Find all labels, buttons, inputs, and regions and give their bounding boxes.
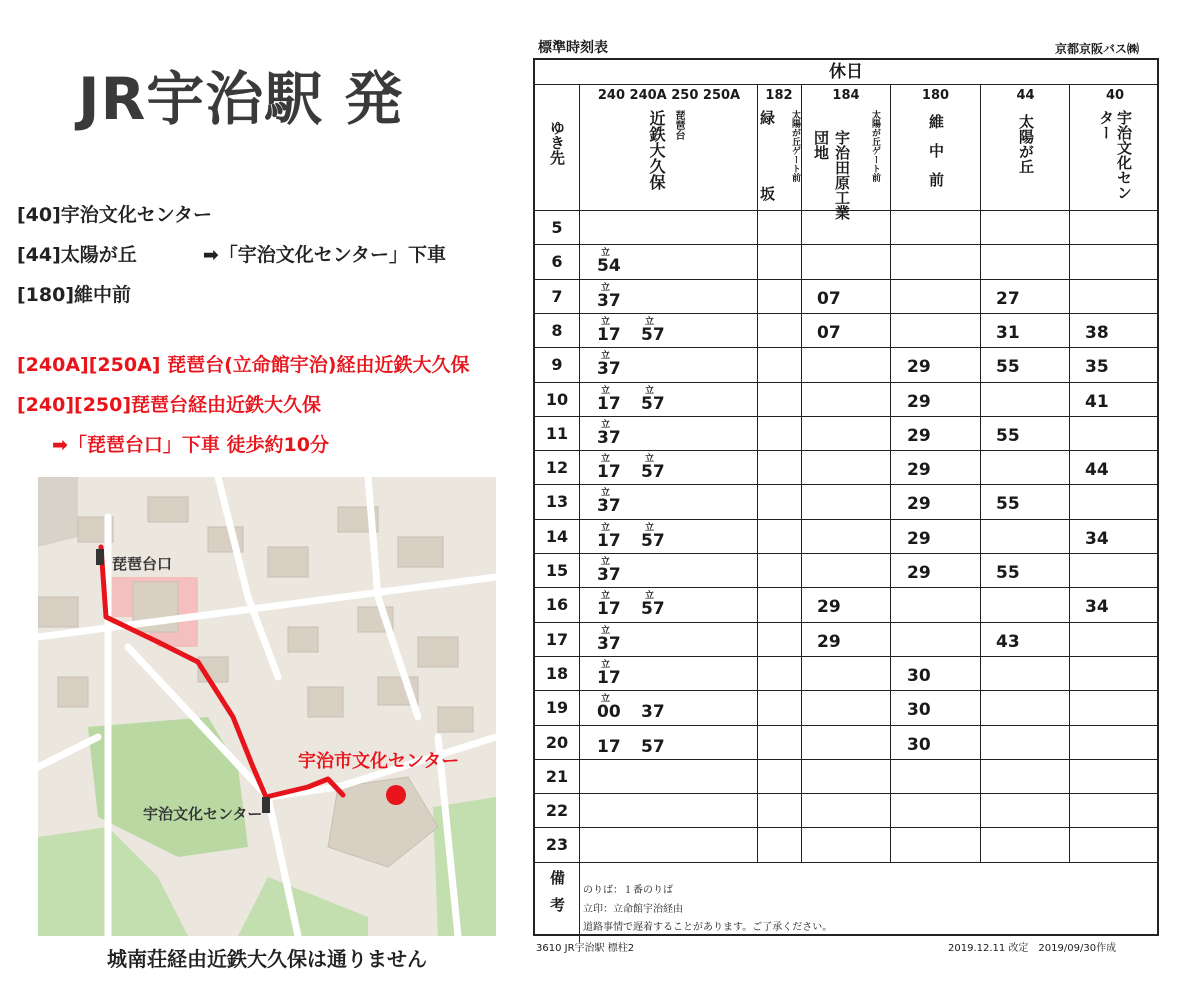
col2-route-number: 182 xyxy=(765,88,793,103)
rits-mark: 立 xyxy=(601,316,611,327)
rits-mark: 立 xyxy=(601,557,611,567)
map-stop-bunka-center: 宇治文化センター xyxy=(143,805,263,823)
departure-minute: 34 xyxy=(1085,597,1109,618)
col6-route-number: 40 xyxy=(1105,88,1125,103)
departure-minute: 55 xyxy=(996,425,1020,446)
route-44-arrow-note: ➡「宇治文化センター」下車 xyxy=(202,244,446,266)
departure-minute: 57 xyxy=(641,736,665,757)
departure-minute: 37 xyxy=(597,359,621,380)
grid-hline xyxy=(535,313,1157,314)
departure-minute: 00 xyxy=(597,702,621,723)
timetable-day-label: 休日 xyxy=(535,60,1157,85)
hour-label: 19 xyxy=(545,698,569,718)
departure-minute: 37 xyxy=(597,427,621,448)
col2-destination-top: 緑 xyxy=(758,110,776,125)
route-map xyxy=(38,477,496,936)
departure-minute: 29 xyxy=(817,631,841,652)
hour-label: 18 xyxy=(545,663,569,683)
rits-mark: 立 xyxy=(601,694,611,705)
route-44-label xyxy=(17,240,446,267)
grid-vline xyxy=(579,84,580,942)
map-stop-biwadaiguchi: 琵琶台口 xyxy=(112,555,173,573)
departure-minute: 57 xyxy=(641,462,665,483)
departure-minute: 29 xyxy=(907,494,931,515)
hour-label: 5 xyxy=(551,218,563,237)
hour-label: 13 xyxy=(545,492,569,512)
departure-minute: 37 xyxy=(597,290,621,311)
departure-minute: 29 xyxy=(907,528,931,549)
rits-mark: 立 xyxy=(601,419,611,430)
route-180-label: [180]維中前 xyxy=(17,284,132,306)
grid-hline xyxy=(535,244,1157,245)
grid-hline xyxy=(535,793,1157,794)
hour-label: 16 xyxy=(545,595,569,615)
departure-minute: 37 xyxy=(597,633,621,654)
map-caption: 城南荘経由近鉄大久保は通りません xyxy=(107,947,427,971)
departure-minute: 55 xyxy=(996,494,1020,515)
timetable-footer-left: 3610 JR宇治駅 標柱2 xyxy=(536,943,635,954)
grid-hline xyxy=(535,416,1157,417)
timetable-footer-right: 2019.12.11 改定 2019/09/30作成 xyxy=(948,943,1117,954)
hour-label: 7 xyxy=(551,286,563,306)
rits-mark: 立 xyxy=(601,385,611,396)
departure-minute: 07 xyxy=(817,288,841,309)
departure-minute: 31 xyxy=(996,322,1020,343)
col3-destination-a xyxy=(811,130,851,226)
col6-destination: 宇治文化センター xyxy=(1097,110,1133,200)
hour-label: 17 xyxy=(545,629,569,649)
departure-minute: 43 xyxy=(996,631,1020,652)
remark-3: 道路事情で遅着することがあります。ご了承ください。 xyxy=(583,922,833,933)
col2-via: 太陽が丘ゲート前 xyxy=(790,110,800,182)
grid-hline xyxy=(535,690,1157,691)
grid-hline xyxy=(535,587,1157,588)
grid-vline xyxy=(801,84,802,862)
hour-label: 11 xyxy=(545,423,569,443)
departure-minute: 30 xyxy=(907,665,931,686)
grid-hline xyxy=(535,725,1157,726)
grid-hline xyxy=(535,484,1157,485)
hour-label: 6 xyxy=(551,252,563,272)
departure-minute: 57 xyxy=(641,530,665,551)
departure-minute: 37 xyxy=(597,496,621,517)
rits-mark: 立 xyxy=(645,591,655,602)
departure-minute: 17 xyxy=(597,667,621,688)
hour-label: 14 xyxy=(545,526,569,546)
departure-minute: 30 xyxy=(907,734,931,755)
departure-minute: 44 xyxy=(1085,460,1109,481)
grid-hline xyxy=(535,382,1157,383)
rits-mark: 立 xyxy=(645,385,655,396)
departure-minute: 29 xyxy=(907,563,931,583)
grid-hline xyxy=(535,827,1157,828)
departure-minute: 57 xyxy=(641,324,665,345)
grid-vline xyxy=(890,84,891,862)
hour-label: 10 xyxy=(545,389,569,409)
rits-mark: 立 xyxy=(601,351,611,362)
departure-minute: 17 xyxy=(597,530,621,551)
rits-mark: 立 xyxy=(645,316,655,327)
col1-via: 琵琶台 xyxy=(673,110,684,140)
col1-destination: 近鉄大久保 xyxy=(647,110,666,190)
col4-route-number: 180 xyxy=(921,88,950,103)
route-240a-label: [240A][250A] 琵琶台(立命館宇治)経由近鉄大久保 xyxy=(17,354,470,376)
departure-minute: 41 xyxy=(1085,391,1109,412)
departure-minute: 17 xyxy=(597,736,621,757)
departure-minute: 38 xyxy=(1085,322,1109,343)
departure-minute: 55 xyxy=(996,563,1020,583)
rits-mark: 立 xyxy=(601,659,611,670)
departure-minute: 55 xyxy=(996,357,1020,378)
row-header-destination: ゆき先 xyxy=(548,120,566,165)
departure-minute: 29 xyxy=(907,391,931,412)
hour-label: 8 xyxy=(551,320,563,340)
hour-label: 9 xyxy=(551,355,563,375)
col4-destination: 維中前 xyxy=(927,114,945,201)
departure-minute: 29 xyxy=(907,425,931,446)
col3-route-number: 184 xyxy=(832,88,860,103)
departure-minute: 17 xyxy=(597,462,621,483)
route-240-arrow-note: ➡「琵琶台口」下車 徒歩約10分 xyxy=(52,434,329,456)
departure-minute: 57 xyxy=(641,393,665,414)
grid-hline xyxy=(535,553,1157,554)
grid-hline xyxy=(535,279,1157,280)
rits-mark: 立 xyxy=(601,454,611,465)
col3-via: 太陽が丘ゲート前 xyxy=(870,110,880,182)
grid-hline xyxy=(535,450,1157,451)
page-title: JR宇治駅 発 xyxy=(78,65,404,133)
rits-mark: 立 xyxy=(601,488,611,499)
hour-label: 12 xyxy=(545,458,569,478)
grid-hline xyxy=(535,519,1157,520)
departure-minute: 17 xyxy=(597,599,621,620)
departure-minute: 57 xyxy=(641,599,665,620)
rits-mark: 立 xyxy=(601,248,611,259)
hour-label: 21 xyxy=(545,766,569,786)
grid-hline xyxy=(535,759,1157,760)
departure-minute: 17 xyxy=(597,393,621,414)
grid-hline xyxy=(535,656,1157,657)
departure-minute: 29 xyxy=(907,460,931,481)
departure-minute: 54 xyxy=(597,256,621,277)
hour-label: 15 xyxy=(545,561,569,580)
rits-mark: 立 xyxy=(601,282,611,293)
grid-vline xyxy=(980,84,981,862)
hour-label: 23 xyxy=(545,835,569,855)
departure-minute: 35 xyxy=(1085,357,1109,378)
departure-minute: 07 xyxy=(817,322,841,343)
col3-destination: 宇治田原工業団地 xyxy=(812,130,851,220)
route-40-label: [40]宇治文化センター xyxy=(17,204,213,226)
rits-mark: 立 xyxy=(645,522,655,533)
col5-destination: 太陽が丘 xyxy=(1017,114,1035,174)
remarks-label: 備考 xyxy=(548,870,566,924)
route-44-name: [44]太陽が丘 xyxy=(17,244,137,266)
remark-1: のりば：１番のりば xyxy=(583,885,673,896)
departure-minute: 27 xyxy=(996,288,1020,309)
rits-mark: 立 xyxy=(601,591,611,602)
timetable-header-right: 京都京阪バス㈱ xyxy=(1055,42,1140,56)
departure-minute: 37 xyxy=(641,702,665,723)
col2-destination-bottom: 坂 xyxy=(758,186,776,201)
grid-hline xyxy=(535,862,1157,863)
map-destination-label: 宇治市文化センター xyxy=(298,751,460,772)
grid-vline xyxy=(1069,84,1070,862)
rits-mark: 立 xyxy=(645,454,655,465)
timetable xyxy=(533,58,1159,936)
departure-minute: 17 xyxy=(597,324,621,345)
col6-destination-wrap xyxy=(1097,110,1141,210)
grid-hline xyxy=(535,347,1157,348)
departure-minute: 37 xyxy=(597,565,621,585)
timetable-header-left: 標準時刻表 xyxy=(538,40,608,56)
col5-route-number: 44 xyxy=(1016,88,1035,103)
departure-minute: 30 xyxy=(907,700,931,721)
rits-mark: 立 xyxy=(601,625,611,636)
grid-hline xyxy=(535,622,1157,623)
route-240-label: [240][250]琵琶台経由近鉄大久保 xyxy=(17,394,322,416)
departure-minute: 29 xyxy=(907,357,931,378)
col1-route-numbers: 240 240A 250 250A xyxy=(597,88,741,103)
remark-2: 立印：立命館宇治経由 xyxy=(583,904,683,915)
departure-minute: 34 xyxy=(1085,528,1109,549)
rits-mark: 立 xyxy=(601,522,611,533)
hour-label: 20 xyxy=(545,732,569,752)
hour-label: 22 xyxy=(545,801,569,821)
departure-minute: 29 xyxy=(817,597,841,618)
